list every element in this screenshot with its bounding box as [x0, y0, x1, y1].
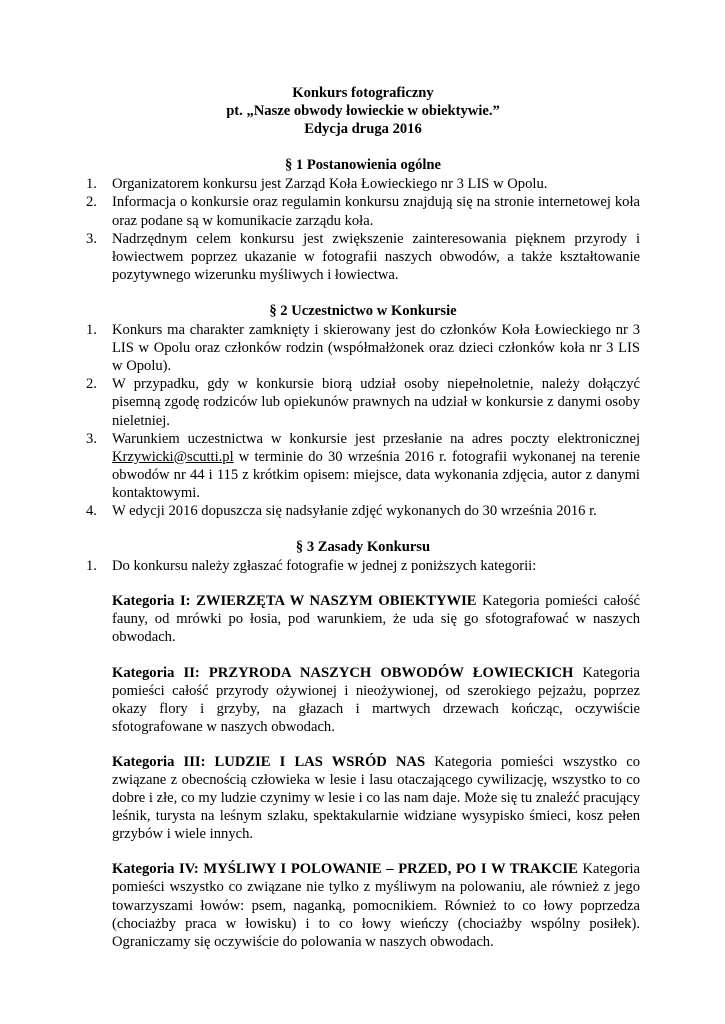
category-body: Kategoria pomieści całość przyrody ożywionej i nieożywionej, od szerokiego pejzażu, poprzez okazy flory i grzyby, na głazach i martwych drzewach kończąc, oczywiście sfotografowane w naszych obwodach.	[112, 664, 641, 735]
list-item	[86, 193, 640, 229]
item-text-pre: Warunkiem uczestnictwa w konkursie jest przesłanie na adres poczty elektronicznej	[112, 430, 640, 447]
item-number: 4.	[86, 502, 97, 519]
item-text: Konkurs ma charakter zamknięty i skierowany jest do członków Koła Łowieckiego nr 3 LIS w Opolu oraz członków rodzin (współmałżonek oraz dzieci członków koła nr 3 LIS w Opolu).	[112, 322, 640, 375]
category-4	[112, 860, 640, 950]
item-text	[112, 430, 640, 502]
category-heading: Kategoria IV: MYŚLIWY I POLOWANIE – PRZED, PO I W TRAKCIE	[112, 861, 578, 878]
category-3	[112, 753, 640, 843]
item-text: Organizatorem konkursu jest Zarząd Koła Łowieckiego nr 3 LIS w Opolu.	[112, 176, 548, 193]
section-1-title: § 1 Postanowienia ogólne	[284, 157, 442, 174]
list-item	[86, 557, 640, 575]
category-body: Kategoria pomieści wszystko co związane nie tylko z myśliwym na polowaniu, ale również z jego towarzyszami łowów: psem, naganką, pomocnikiem. Również to co łowy poprzedza (chociażby praca w łowisku) i to co łowy wieńczy (chociażby wspólny posiłek). Ograniczamy się oczywiście do polowania w naszych obwodach.	[112, 861, 640, 950]
item-number: 3.	[86, 230, 97, 247]
category-heading: Kategoria III: LUDZIE I LAS WSRÓD NAS	[112, 753, 426, 770]
item-text: Informacja o konkursie oraz regulamin konkursu znajdują się na stronie internetowej koła oraz podane są w komunikacie zarządu koła.	[112, 194, 640, 229]
section-2-title: § 2 Uczestnictwo w Konkursie	[269, 302, 457, 319]
category-2	[112, 664, 640, 736]
item-text: W przypadku, gdy w konkursie biorą udział osoby niepełnoletnie, należy dołączyć pisemną zgodę rodziców lub opiekunów prawnych na udział w konkursie z danymi osoby nieletniej.	[112, 376, 640, 429]
item-text: W edycji 2016 dopuszcza się nadsyłanie zdjęć wykonanych do 30 września 2016 r.	[112, 502, 597, 519]
item-number: 3.	[86, 430, 97, 447]
category-heading: Kategoria I: ZWIERZĘTA W NASZYM OBIEKTYWIE	[112, 593, 477, 610]
item-text: Do konkursu należy zgłaszać fotografie w jednej z poniższych kategorii:	[112, 558, 537, 575]
doc-title-line1: Konkurs fotograficzny	[292, 85, 434, 101]
category-body: Kategoria pomieści wszystko co związane z obecnością człowieka w lesie i lasu otaczającego cywilizację, wszystko to co dobre i złe, co my ludzie czynimy w lesie i co las nam daje. Może się tu znaleźć pracujący leśnik, turysta na leśnym szlaku, spektakularnie widziane wysypisko śmieci, kosz pełen grzybów i wiele innych.	[112, 753, 640, 843]
item-number: 1.	[86, 176, 97, 193]
item-text: Nadrzędnym celem konkursu jest zwiększenie zainteresowania pięknem przyrody i łowiectwem poprzez ukazanie w fotografii naszych obwodów, a także kształtowanie pozytywnego wizerunku myśliwych i łowiectwa.	[112, 230, 640, 283]
doc-title-line3: Edycja druga 2016	[304, 121, 422, 138]
email-link[interactable]: Krzywicki@scutti.pl	[112, 448, 234, 465]
category-body: Kategoria pomieści całość fauny, od mrówki po łosia, pod warunkiem, że uda się go sfotografować w naszych obwodach.	[112, 593, 640, 646]
list-item	[86, 502, 640, 520]
document-page	[86, 84, 640, 951]
item-number: 2.	[86, 194, 97, 211]
item-text-post: w terminie do 30 września 2016 r. fotografii wykonanej na terenie obwodów nr 44 i 115 z krótkim opisem: miejsce, data wykonania zdjęcia, autor z danymi kontaktowymi.	[112, 448, 640, 501]
item-number: 1.	[86, 558, 97, 575]
section-3-title: § 3 Zasady Konkursu	[295, 539, 431, 556]
list-item	[86, 321, 640, 375]
category-heading: Kategoria II: PRZYRODA NASZYCH OBWODÓW ŁOWIECKICH	[112, 664, 574, 681]
list-item	[86, 375, 640, 429]
category-1	[112, 592, 640, 646]
list-item	[86, 175, 640, 193]
doc-title-line2: pt. „Nasze obwody łowieckie w obiektywie.”	[226, 103, 500, 120]
item-number: 2.	[86, 376, 97, 393]
list-item	[86, 230, 640, 284]
list-item	[86, 430, 640, 502]
item-number: 1.	[86, 322, 97, 339]
